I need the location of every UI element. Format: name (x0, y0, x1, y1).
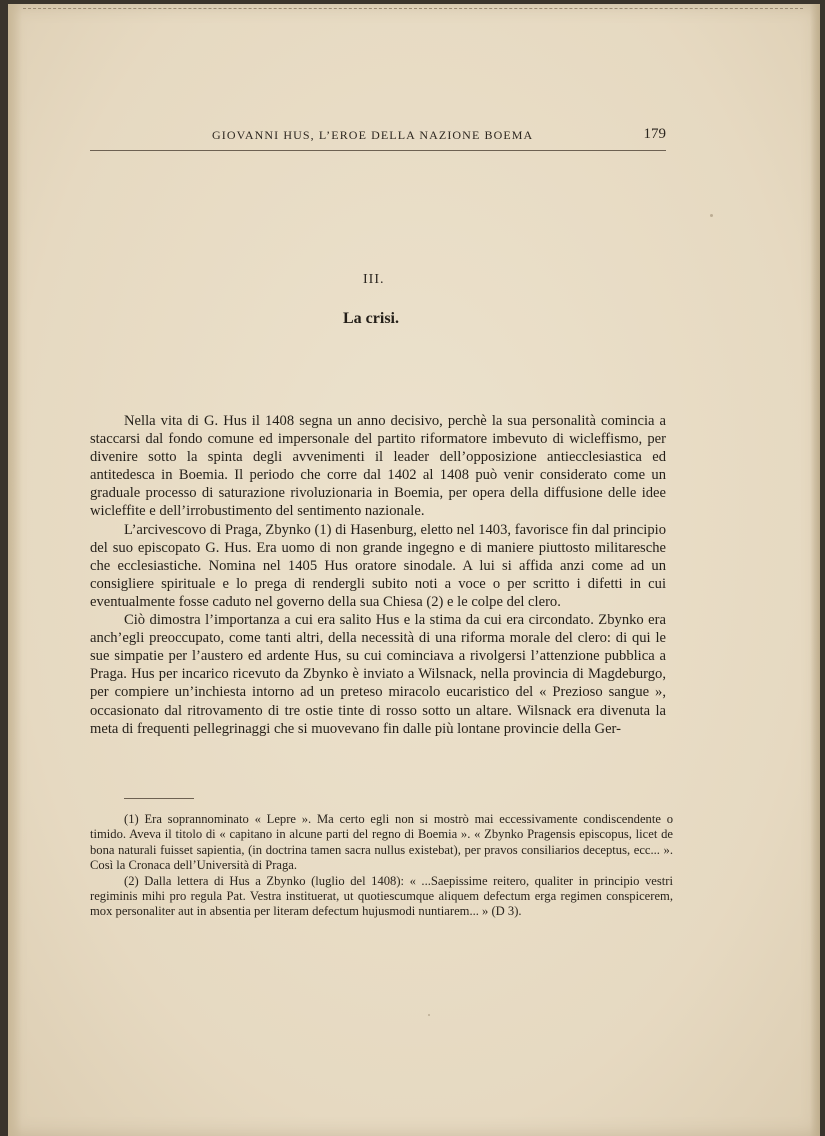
header-rule (90, 150, 666, 151)
book-page (8, 4, 820, 1136)
page-gutter-shadow (8, 4, 22, 1136)
section-number: III. (363, 272, 385, 287)
footnote: (1) Era soprannominato « Lepre ». Ma certo egli non si mostrò mai eccessivamente condiscendente o timido. Aveva il titolo di « capitano in alcune parti del regno di Boemia ». « Zbynko Pragensis episcopus, licet de bona naturali fuisset sapientia, (in doctrina tamen sacra nullus existebat), per pravos consiliarios deceptus, ecc... ». Così la Cronaca dell’Università di Praga. (90, 812, 673, 873)
paragraph: Nella vita di G. Hus il 1408 segna un anno decisivo, perchè la sua personalità comincia a staccarsi dal fondo comune ed impersonale del partito riformatore imbevuto di wicleffismo, per divenire sotto la spinta degli avvenimenti il leader dell’opposizione antiecclesiastica ed antitedesca in Boemia. Il periodo che corre dal 1402 al 1408 può venir considerato come un graduale processo di saturazione rivoluzionaria in Boemia, per opera della diffusione delle idee wicleffite e dell’irrobustimento del sentimento nazionale. (90, 413, 666, 520)
running-head (200, 126, 666, 146)
paper-speck (710, 214, 713, 217)
paragraph: L’arcivescovo di Praga, Zbynko (1) di Hasenburg, eletto nel 1403, favorisce fin dal principio del suo episcopato G. Hus. Era uomo di non grande ingegno e di maniere piuttosto militaresche che ecclesiastiche. Nomina nel 1405 Hus oratore sinodale. A lui si affida anzi come ad un consigliere spirituale e lo prega di rendergli subito noti a voce o per scritto i difetti in cui eventualmente fosse caduto nel governo della sua Chiesa (2) e le colpe del clero. (90, 521, 666, 610)
page-top-edge (23, 8, 803, 9)
paper-speck (428, 1014, 430, 1016)
page-number: 179 (643, 126, 666, 142)
footnotes (90, 812, 673, 920)
running-head-title: GIOVANNI HUS, L’EROE DELLA NAZIONE BOEMA (212, 128, 534, 142)
footnote: (2) Dalla lettera di Hus a Zbynko (luglio del 1408): « ...Saepissime reitero, qualiter in principio vestri regiminis mihi pro regula Pat. Vestra instituerat, ut quotiescumque aliquem defectum erga regimen conspicerem, mox personaliter aut in absentia per literam defectum hujusmodi nuntiarem... » (D 3). (90, 873, 673, 919)
paragraph: Ciò dimostra l’importanza a cui era salito Hus e la stima da cui era circondato. Zbynko era anch’egli preoccupato, come tanti altri, della necessità di una riforma morale del clero: di qui le sue simpatie per l’austero ed ardente Hus, su cui cominciava a rivolgersi l’attenzione pubblica a Praga. Hus per incarico ricevuto da Zbynko è inviato a Wilsnack, nella provincia di Magdeburgo, per compiere un’inchiesta intorno ad un preteso miracolo eucaristico del « Prezioso sangue », occasionato dal ritrovamento di tre ostie tinte di rosso sotto un altare. Wilsnack era divenuta la meta di frequenti pellegrinaggi che si muovevano fin dalle più lontane provincie della Ger- (90, 612, 666, 737)
paper-speck (148, 694, 150, 696)
section-title: La crisi. (343, 310, 399, 327)
body-text (90, 412, 666, 738)
footnote-rule (124, 798, 194, 799)
page-edge-shadow (810, 4, 820, 1136)
